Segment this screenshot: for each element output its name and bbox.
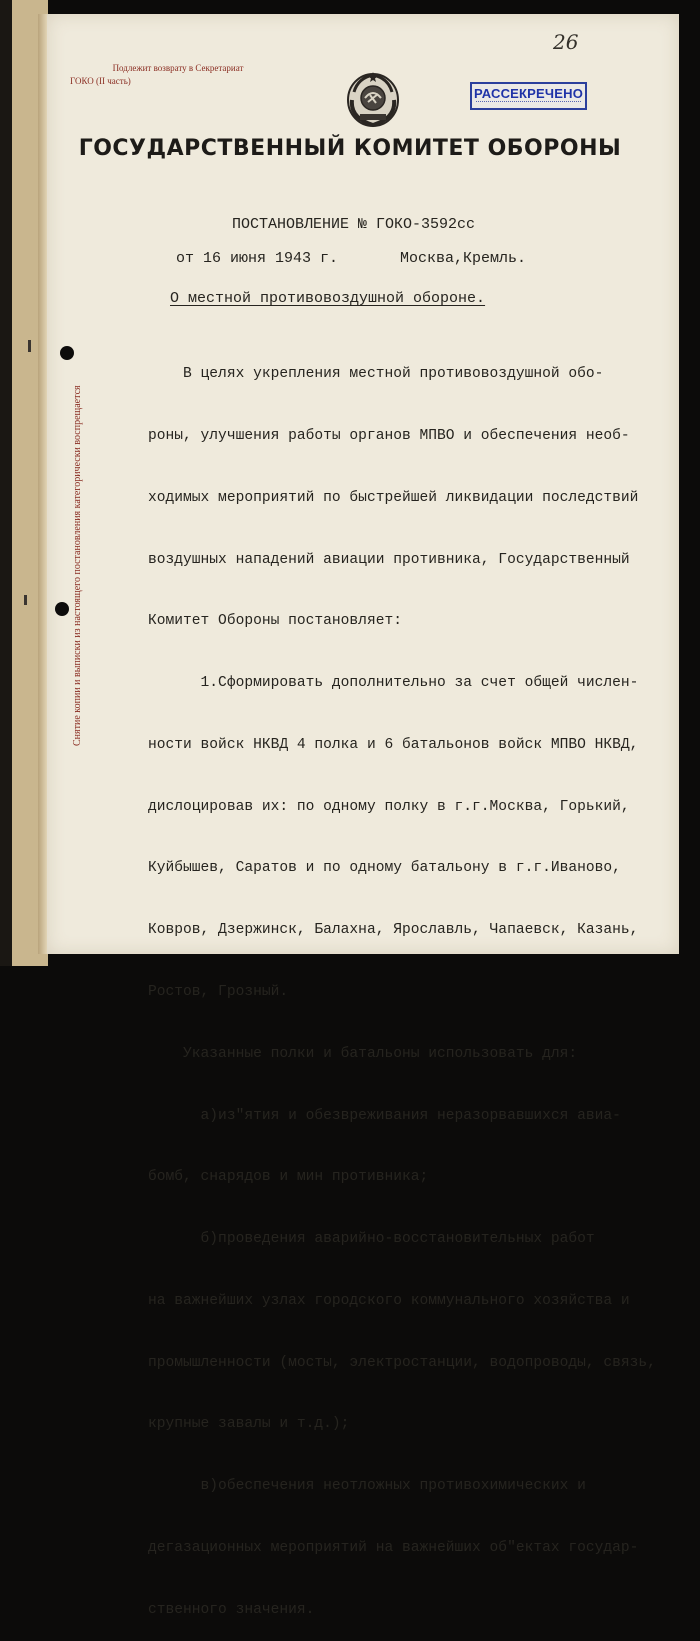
decree-subject: О местной противовоздушной обороне. <box>170 290 486 307</box>
body-line: Указанные полки и батальоны использовать для: <box>148 1045 578 1062</box>
body-line: Комитет Обороны постановляет: <box>148 613 402 630</box>
body-line: промышленности (мосты, электростанции, водопроводы, связь, <box>148 1354 656 1371</box>
return-note-line: ГОКО (II часть) <box>70 76 131 86</box>
decree-date: от 16 июня 1943 г. <box>176 250 339 267</box>
body-line: воздушных нападений авиации противника, Государственный <box>148 551 630 568</box>
body-line: Куйбышев, Саратов и по одному батальону в г.г.Иваново, <box>148 860 621 877</box>
page-number: 26 <box>553 30 579 54</box>
return-note-line: Подлежит возврату в Секретариат <box>112 63 244 73</box>
declassified-stamp <box>470 82 587 110</box>
body-line: ственного значения. <box>148 1601 315 1618</box>
body-line: крупные завалы и т.д.); <box>148 1416 350 1433</box>
return-note <box>68 62 288 88</box>
binding-mark <box>28 340 31 352</box>
committee-heading: ГОСУДАРСТВЕННЫЙ КОМИТЕТ ОБОРОНЫ <box>78 136 622 161</box>
ussr-coat-of-arms-icon <box>346 70 400 128</box>
body-line: В целях укрепления местной противовоздушной обо- <box>148 366 604 383</box>
copy-prohibition-text: Снятие копии и выписки из настоящего постановления категорически воспрещается <box>72 385 83 746</box>
decree-title: ПОСТАНОВЛЕНИЕ № ГОКО-3592сс <box>232 216 476 233</box>
body-line: дегазационных мероприятий на важнейших об"ектах государ- <box>148 1540 639 1557</box>
body-line: б)проведения аварийно-восстановительных работ <box>148 1231 595 1248</box>
body-line: Ковров, Дзержинск, Балахна, Ярославль, Чапаевск, Казань, <box>148 922 639 939</box>
decree-body <box>148 323 668 1641</box>
body-line: в)обеспечения неотложных противохимических и <box>148 1478 586 1495</box>
declassified-stamp-text: РАССЕКРЕЧЕНО <box>473 86 584 101</box>
body-line: на важнейших узлах городского коммунального хозяйства и <box>148 1292 630 1309</box>
punch-hole-top <box>60 346 74 360</box>
binding-mark <box>24 595 27 605</box>
decree-place: Москва,Кремль. <box>400 250 527 267</box>
punch-hole-bottom <box>55 602 69 616</box>
body-line: а)из"ятия и обезвреживания неразорвавшихся авиа- <box>148 1107 621 1124</box>
body-line: Ростов, Грозный. <box>148 984 289 1000</box>
body-line: ности войск НКВД 4 полка и 6 батальонов войск МПВО НКВД, <box>148 736 639 753</box>
body-line: ходимых мероприятий по быстрейшей ликвидации последствий <box>148 489 639 506</box>
body-line: 1.Сформировать дополнительно за счет общей числен- <box>148 675 639 692</box>
body-line: бомб, снарядов и мин противника; <box>148 1169 429 1186</box>
body-line: дислоцировав их: по одному полку в г.г.Москва, Горький, <box>148 798 630 815</box>
body-line: роны, улучшения работы органов МПВО и обеспечения необ- <box>148 427 630 444</box>
stamp-small-print <box>476 101 581 106</box>
